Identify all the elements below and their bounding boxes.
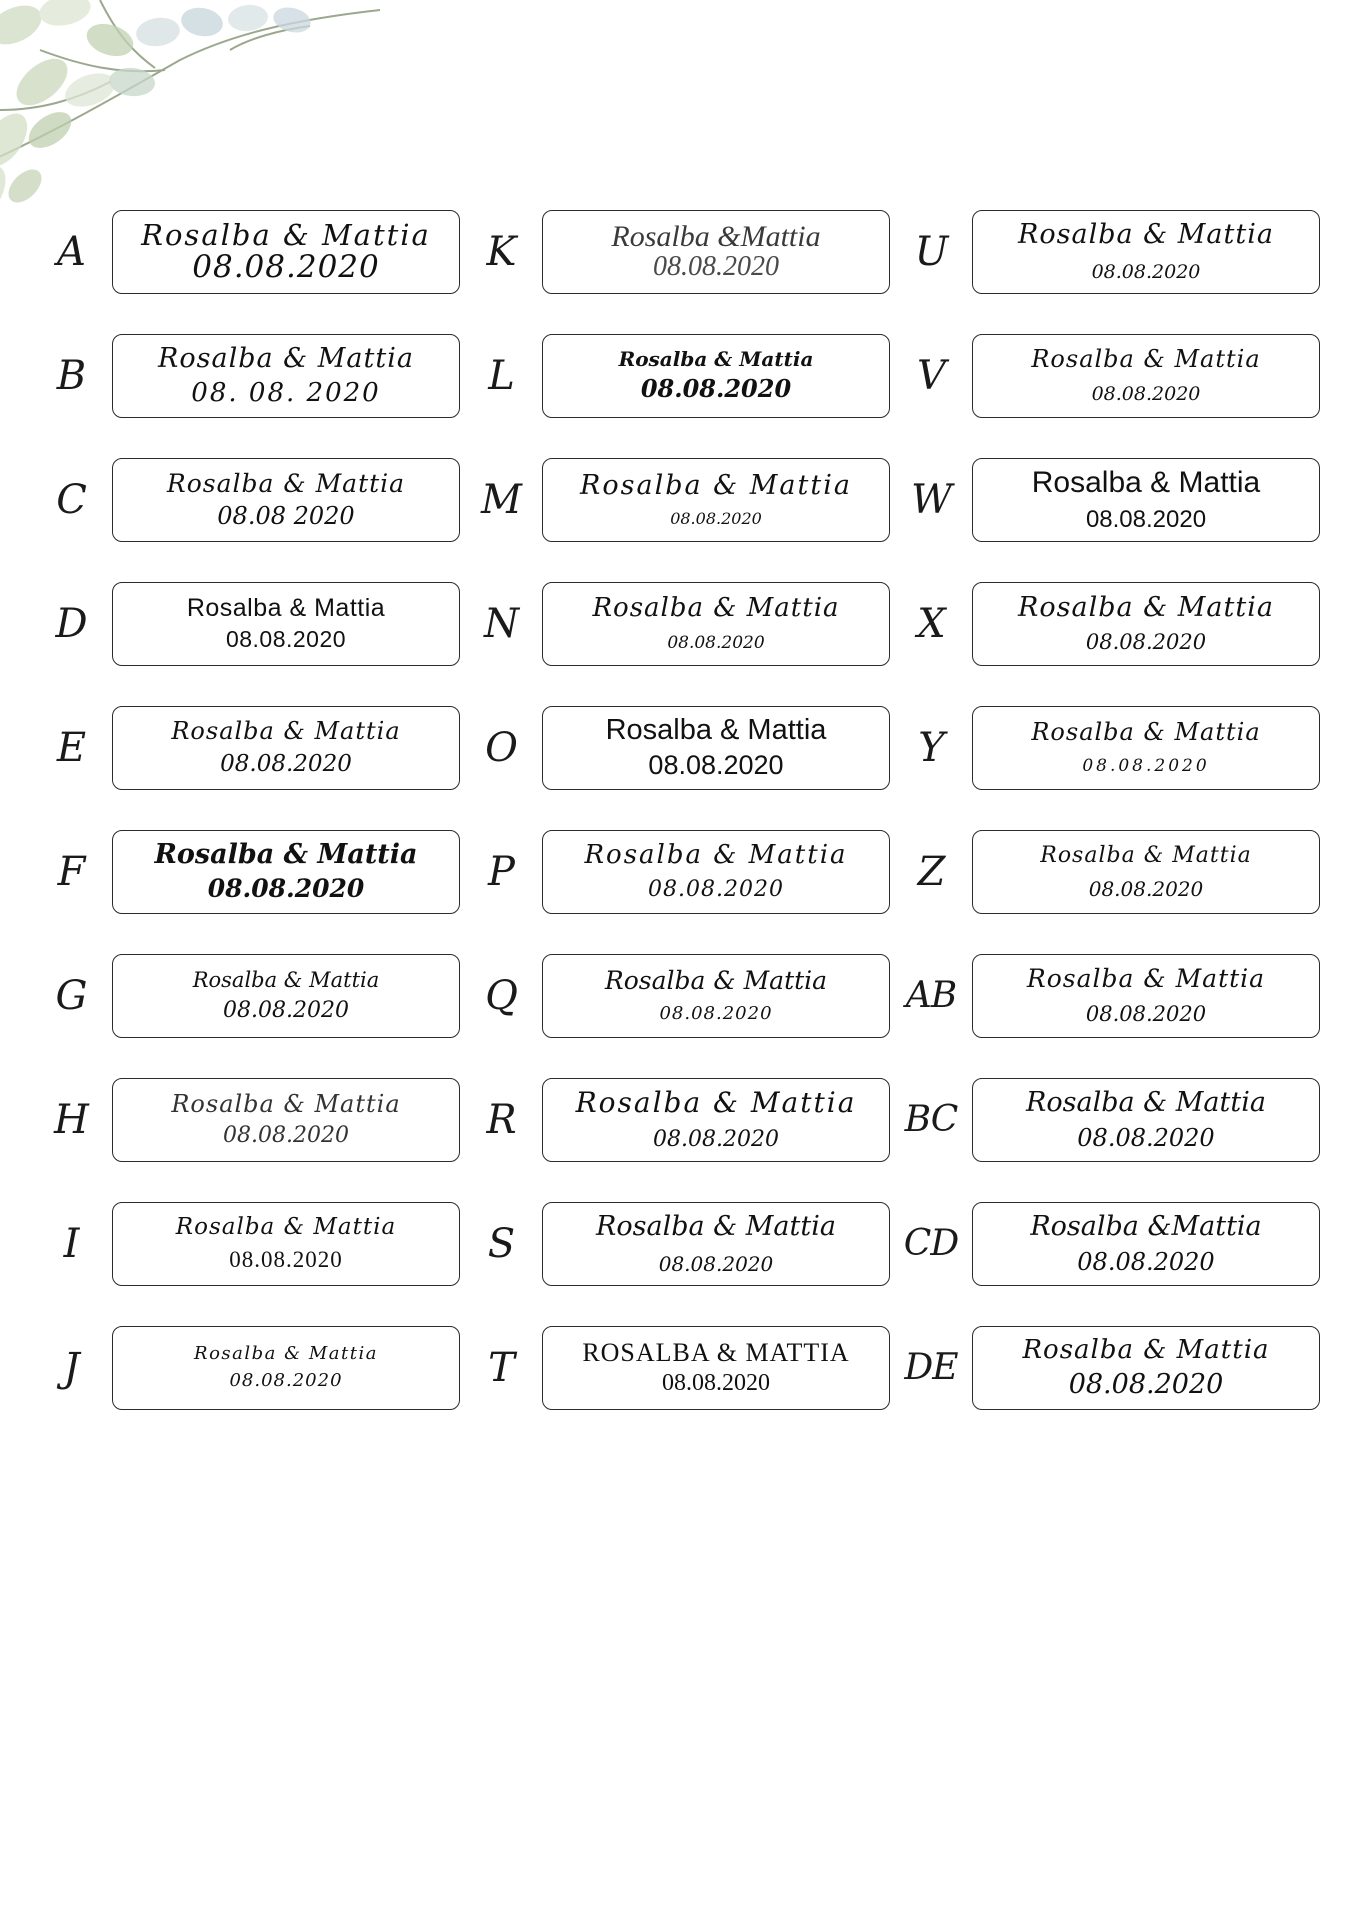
label-preview[interactable] [112,1078,460,1162]
couple-names: Rosalba & Mattia [186,594,386,623]
label-preview[interactable] [112,458,460,542]
label-preview[interactable] [112,334,460,418]
couple-names: Rosalba & Mattia [596,1210,836,1242]
wedding-date: 08.08.2020 [659,1003,773,1025]
label-option[interactable] [40,686,460,810]
option-code: E [56,725,86,771]
couple-names: Rosalba & Mattia [1018,592,1274,624]
wedding-date: 08.08.2020 [220,750,352,777]
label-option[interactable] [40,1182,460,1306]
option-code: M [481,477,521,523]
wedding-date: 08.08.2020 [1068,1368,1224,1400]
label-preview[interactable] [542,1202,890,1286]
wedding-date: 08.08 2020 [217,501,355,530]
label-option[interactable] [40,314,460,438]
label-preview[interactable] [972,582,1320,666]
couple-names: Rosalba & Mattia [158,342,414,374]
label-preview[interactable] [972,706,1320,790]
couple-names: Rosalba & Mattia [1018,219,1274,251]
option-code: P [488,849,514,895]
couple-names: Rosalba & Mattia [141,217,431,252]
label-option[interactable] [40,438,460,562]
option-code: U [914,229,948,275]
label-preview[interactable] [972,1202,1320,1286]
label-option[interactable] [470,810,890,934]
label-option[interactable] [40,562,460,686]
couple-names: Rosalba &Mattia [611,219,821,253]
option-code: N [484,601,518,647]
label-preview[interactable] [542,706,890,790]
label-option[interactable] [470,1058,890,1182]
wedding-date: 08.08.2020 [223,997,349,1023]
label-option[interactable] [900,1058,1320,1182]
wedding-date: 08.08.2020 [653,1126,779,1152]
label-preview[interactable] [972,830,1320,914]
wedding-date: 08.08.2020 [192,249,380,286]
label-option[interactable] [470,314,890,438]
label-preview[interactable] [972,458,1320,542]
label-option[interactable] [900,562,1320,686]
option-code: X [917,601,945,647]
wedding-date: 08.08.2020 [662,1370,770,1397]
label-option[interactable] [40,1058,460,1182]
label-option[interactable] [900,314,1320,438]
option-code: I [63,1221,79,1267]
label-option[interactable] [40,190,460,314]
label-style-grid [40,190,1320,1430]
label-option[interactable] [900,190,1320,314]
label-preview[interactable] [972,1078,1320,1162]
couple-names: Rosalba & Mattia [171,716,401,745]
wedding-date: 08.08.2020 [653,251,779,283]
label-preview[interactable] [112,582,460,666]
option-code: AB [905,975,957,1016]
option-code: BC [904,1099,958,1140]
label-preview[interactable] [542,1326,890,1410]
option-code: F [57,849,85,895]
couple-names: Rosalba & Mattia [618,347,814,372]
couple-names: Rosalba & Mattia [1031,718,1261,747]
label-option[interactable] [40,810,460,934]
wedding-date: 08.08.2020 [225,626,347,653]
label-option[interactable] [900,686,1320,810]
label-preview[interactable] [972,1326,1320,1410]
couple-names: Rosalba & Mattia [592,593,840,623]
label-option[interactable] [900,810,1320,934]
label-preview[interactable] [112,1326,460,1410]
option-code: Q [485,973,517,1019]
couple-names: Rosalba & Mattia [1031,466,1261,500]
option-code: J [63,1345,79,1391]
couple-names: Rosalba & Mattia [1026,964,1266,994]
label-option[interactable] [470,190,890,314]
option-code: CD [903,1223,959,1264]
label-option[interactable] [470,438,890,562]
label-option[interactable] [470,1182,890,1306]
label-option[interactable] [900,1306,1320,1430]
wedding-date: 08.08.2020 [648,750,784,781]
couple-names: Rosalba & Mattia [154,839,418,871]
label-preview[interactable] [542,210,890,294]
option-code: S [487,1221,515,1267]
couple-names: Rosalba & Mattia [192,967,380,992]
wedding-date: 08.08.2020 [223,1122,349,1148]
wedding-date: 08.08.2020 [1091,260,1201,283]
couple-names: Rosalba & Mattia [584,839,848,870]
label-preview[interactable] [542,830,890,914]
couple-names: Rosalba & Mattia [194,1343,378,1365]
label-option[interactable] [470,686,890,810]
option-code: T [488,1345,514,1391]
couple-names: Rosalba & Mattia [605,713,827,746]
wedding-date: 08.08.2020 [648,877,784,903]
wedding-date: 08.08.2020 [1091,383,1201,406]
label-preview[interactable] [972,954,1320,1038]
label-option[interactable] [900,1182,1320,1306]
wedding-date: 08.08.2020 [1085,505,1207,533]
label-option[interactable] [900,934,1320,1058]
wedding-date: 08.08.2020 [667,633,765,654]
label-option[interactable] [470,1306,890,1430]
wedding-date: 08.08.2020 [1085,1001,1207,1026]
label-option[interactable] [470,562,890,686]
label-preview[interactable] [542,334,890,418]
option-code: K [486,229,516,275]
label-preview[interactable] [972,210,1320,294]
option-code: G [55,973,87,1019]
couple-names: Rosalba & Mattia [1022,1334,1270,1365]
option-code: L [488,353,514,399]
label-preview[interactable] [112,1202,460,1286]
couple-names: Rosalba & Mattia [1026,1086,1266,1118]
wedding-date: 08. 08. 2020 [191,377,381,408]
option-code: A [57,229,85,275]
option-code: O [485,725,517,771]
label-preview[interactable] [542,458,890,542]
couple-names: Rosalba & Mattia [1031,344,1261,373]
wedding-date: 08.08.2020 [1085,629,1207,654]
wedding-date: 08.08.2020 [1082,756,1210,777]
option-code: W [910,477,952,523]
wedding-date: 08.08.2020 [658,1252,774,1277]
couple-names: ROSALBA & MATTIA [582,1338,850,1368]
option-code: D [55,601,87,647]
wedding-date: 08.08.2020 [229,1247,343,1273]
label-preview[interactable] [112,210,460,294]
option-code: R [486,1097,516,1143]
wedding-date: 08.08.2020 [1088,876,1204,901]
option-code: Z [917,849,945,895]
wedding-date: 08.08.2020 [1077,1123,1215,1152]
label-preview[interactable] [112,954,460,1038]
wedding-date: 08.08.2020 [229,1370,343,1392]
label-option[interactable] [470,934,890,1058]
couple-names: Rosalba & Mattia [175,1214,397,1241]
label-preview[interactable] [542,954,890,1038]
wedding-date: 08.08.2020 [640,374,792,404]
label-option[interactable] [900,438,1320,562]
wedding-date: 08.08.2020 [1077,1247,1215,1276]
wedding-date: 08.08.2020 [670,509,762,529]
couple-names: Rosalba & Mattia [604,965,828,995]
option-code: B [56,353,86,399]
couple-names: Rosalba & Mattia [171,1090,401,1119]
label-preview[interactable] [972,334,1320,418]
label-preview[interactable] [112,706,460,790]
option-code: V [917,353,945,399]
label-preview[interactable] [542,1078,890,1162]
option-code: DE [904,1347,958,1388]
label-option[interactable] [40,1306,460,1430]
label-preview[interactable] [542,582,890,666]
label-preview[interactable] [112,830,460,914]
wedding-date: 08.08.2020 [207,874,365,904]
option-code: H [54,1097,88,1143]
couple-names: Rosalba & Mattia [575,1086,857,1120]
label-option[interactable] [40,934,460,1058]
couple-names: Rosalba &Mattia [1030,1210,1262,1242]
couple-names: Rosalba & Mattia [1040,843,1252,869]
option-code: C [56,477,86,523]
couple-names: Rosalba & Mattia [166,468,406,498]
option-code: Y [918,725,944,771]
couple-names: Rosalba & Mattia [580,470,852,502]
